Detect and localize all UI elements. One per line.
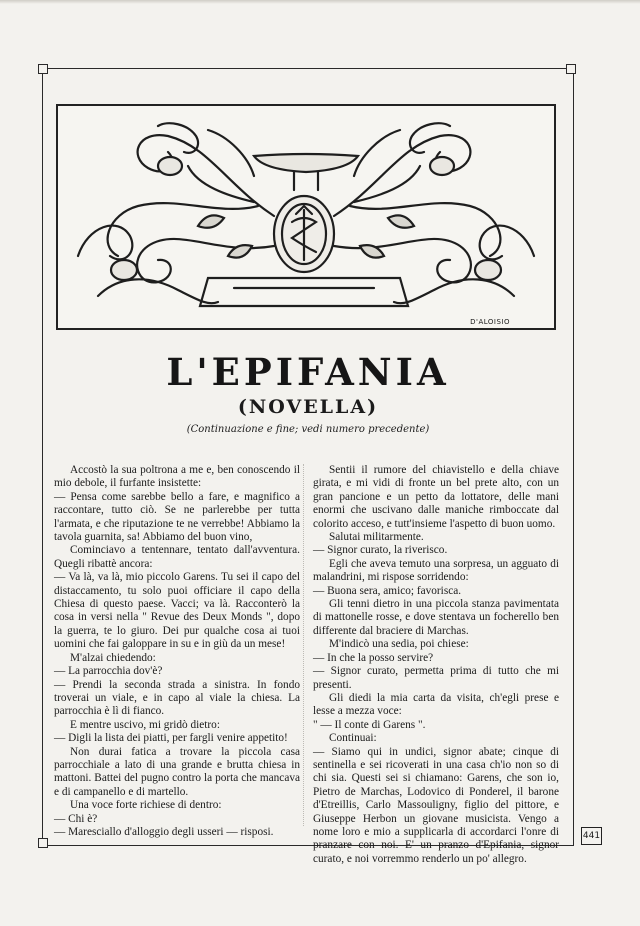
artist-signature: D'ALOISIO: [470, 318, 510, 326]
continuation-note: (Continuazione e fine; vedi numero precedente): [186, 424, 430, 435]
frame-corner-ornament: [38, 838, 48, 848]
paragraph: — Pensa come sarebbe bello a fare, e magnifico a raccontare, tutto ciò. Se ne parlerebbe per tutta l'armata, e che riputazione te ne verrebbe! Abbiamo la tavola guarnita, sa! Abbiamo del buon vino,: [54, 490, 300, 544]
paragraph: — Maresciallo d'alloggio degli usseri — risposi.: [54, 825, 274, 838]
subtitle: (NOVELLA): [237, 396, 379, 418]
paragraph: Gli diedi la mia carta da visita, ch'egli prese e lesse a mezza voce:: [313, 691, 559, 718]
paragraph: Accostò la sua poltrona a me e, ben conoscendo il mio debole, il furfante insistette:: [54, 464, 300, 490]
paragraph: — Signor curato, la riverisco.: [313, 544, 448, 557]
page-number: 441: [581, 827, 602, 845]
paragraph: — In che la posso servire?: [313, 651, 434, 664]
paragraph: — Chi è?: [54, 812, 98, 825]
column-divider: [303, 464, 304, 826]
paragraph: — Siamo qui in undici, signor abate; cinque di sentinella e sei ricoverati in una casa ch'io non so di chi sia. Questi sei si chiamano: Garens, che son io, Pietro de Marchas, Lodovico di Ponderel, il barone d'Etreillis, Carlo Massouligny, figlio del pittore, e Giuseppe Herbon un giovane musicista. Vengo a nome loro e mio a supplicarla di accordarci l'onre di pranzare con noi. E' un pranzo d'Epifania, signor curato, e noi vorremmo renderlo un po' allegro.: [313, 745, 559, 865]
paragraph: — La parrocchia dov'è?: [54, 665, 163, 678]
paragraph: Salutai militarmente.: [329, 531, 424, 544]
frame-corner-ornament: [566, 64, 576, 74]
paragraph: Sentii il rumore del chiavistello e della chiave girata, e mi vidi di fronte un bel prete alto, con un gran pancione e un petto da lottatore, delle mani enormi che uscivano dalle maniche rimboccate dal colorito acceso, e tutt'insieme l'aspetto di buon uomo.: [313, 464, 559, 530]
text-column-left: [54, 464, 300, 839]
paragraph: — Prendi la seconda strada a sinistra. In fondo troverai un viale, e in capo al viale la chiesa. La parrocchia è lì di fianco.: [54, 678, 300, 718]
frame-corner-ornament: [38, 64, 48, 74]
paragraph: E mentre uscivo, mi gridò dietro:: [70, 718, 220, 731]
paragraph: Una voce forte richiese di dentro:: [70, 799, 222, 812]
paragraph: — Signor curato, permetta prima di tutto che mi presenti.: [313, 665, 559, 691]
paragraph: M'indicò una sedia, poi chiese:: [329, 638, 469, 651]
paragraph: — Buona sera, amico; favorisca.: [313, 584, 462, 597]
text-column-right: [313, 464, 559, 866]
paragraph: M'alzai chiedendo:: [70, 651, 156, 664]
art-nouveau-ornament: [58, 106, 554, 328]
paragraph: — Va là, va là, mio piccolo Garens. Tu sei il capo del distaccamento, tu solo puoi officiare il capo della Chiesa di questo paese. Vacci; va là. Racconterò la cosa in versi nella " Revue des Deux Monds ", dopo la guerra, te lo giuro. Dei pur qualche cosa ai tuoi uomini che fai galoppare in su e in giù da un mese!: [54, 571, 300, 651]
paragraph: Egli che aveva temuto una sorpresa, un agguato di malandrini, mi rispose sorridendo:: [313, 557, 559, 584]
page-title: L'EPIFANIA: [166, 350, 450, 394]
header-illustration: [56, 104, 556, 330]
paragraph: Non durai fatica a trovare la piccola casa parrocchiale a lato di una grande e brutta chiesa in mattoni. Battei del pugno contro la porta che mancava e di campanello e di martello.: [54, 745, 300, 798]
paragraph: Continuai:: [329, 732, 377, 745]
page-edge: [0, 0, 640, 4]
paragraph: " — Il conte di Garens ".: [313, 718, 426, 731]
paragraph: Cominciavo a tentennare, tentato dall'avventura. Quegli ribattè ancora:: [54, 544, 300, 570]
paragraph: Gli tenni dietro in una piccola stanza pavimentata di mattonelle rosse, e dove stentava un focherello ben differente dal braciere di Marchas.: [313, 598, 559, 637]
paragraph: — Digli la lista dei piatti, per fargli venire appetito!: [54, 732, 288, 745]
